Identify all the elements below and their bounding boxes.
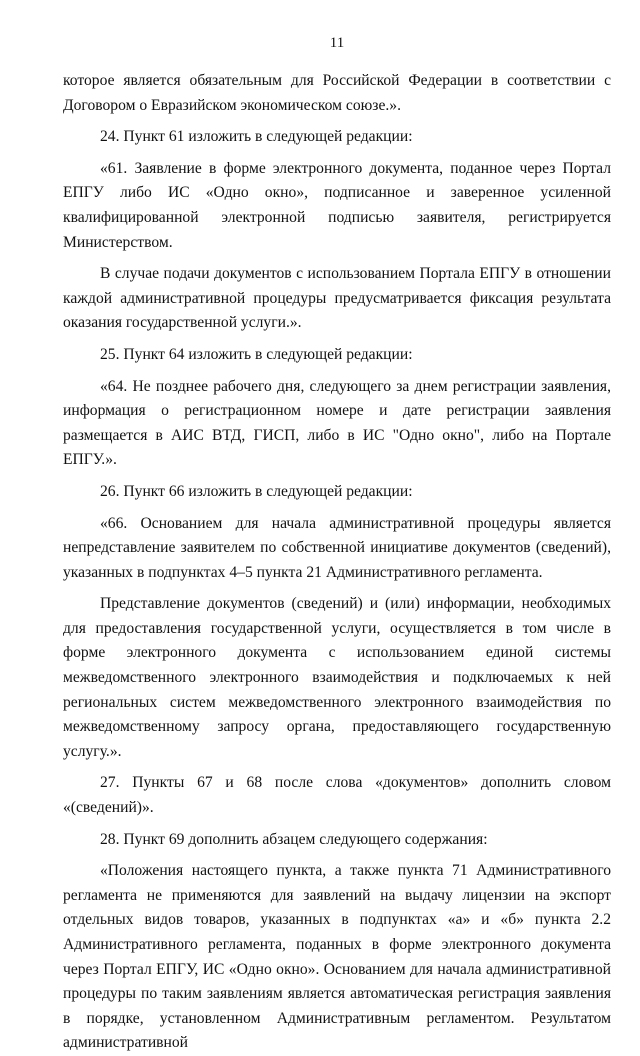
page-number: 11: [329, 35, 345, 51]
paragraph-epgu-fixation: В случае подачи документов с использованием Портала ЕПГУ в отношении каждой административной процедуры предусматривается фиксация результата оказания государственной услуги.».: [63, 265, 611, 332]
paragraph-continuation: которое является обязательным для Российской Федерации в соответствии с Договором о Евразийском экономическом союзе.».: [63, 72, 611, 114]
paragraph-quote-69-addition: «Положения настоящего пункта, а также пункта 71 Административного регламента не применяются для заявлений на выдачу лицензии на экспорт отдельных видов товаров, указанных в подпунктах «а» и «б» пункта 2.2 Административного регламента, поданных в форме электронного документа через Портал ЕПГУ, ИС «Одно окно». Основанием для начала административной процедуры по таким заявлениям является автоматическая регистрация заявления в порядке, установленном Административным регламентом. Результатом административной: [63, 862, 611, 1052]
paragraph-item-27: 27. Пункты 67 и 68 после слова «документов» дополнить словом «(сведений)».: [63, 774, 611, 817]
paragraph-item-24: 24. Пункт 61 изложить в следующей редакции:: [100, 128, 413, 146]
paragraph-quote-61: «61. Заявление в форме электронного документа, поданное через Портал ЕПГУ либо ИС «Одно окно», подписанное и заверенное усиленной квалифицированной электронной подписью заявителя, регистрируется Министерством.: [63, 159, 611, 251]
paragraph-item-25: 25. Пункт 64 изложить в следующей редакции:: [100, 345, 413, 363]
paragraph-item-28: 28. Пункт 69 дополнить абзацем следующего содержания:: [100, 830, 488, 848]
paragraph-quote-66: «66. Основанием для начала административной процедуры является непредставление заявителем по собственной инициативе документов (сведений), указанных в подпунктах 4–5 пункта 21 Административного регламента.: [63, 514, 611, 581]
paragraph-quote-64: «64. Не позднее рабочего дня, следующего за днем регистрации заявления, информация о регистрационном номере и дате регистрации заявления размещается в АИС ВТД, ГИСП, либо в ИС "Одно окно", либо на Портале ЕПГУ.».: [63, 377, 611, 469]
paragraph-item-26: 26. Пункт 66 изложить в следующей редакции:: [100, 482, 413, 500]
paragraph-interagency: Представление документов (сведений) и (или) информации, необходимых для предоставления государственной услуги, осуществляется в том числе в форме электронного документа с использованием единой системы межведомственного электронного взаимодействия и подключаемых к ней региональных систем межведомственного электронного взаимодействия по межведомственному запросу органа, предоставляющего государственную услугу.».: [63, 595, 611, 760]
document-body: [63, 69, 611, 1056]
